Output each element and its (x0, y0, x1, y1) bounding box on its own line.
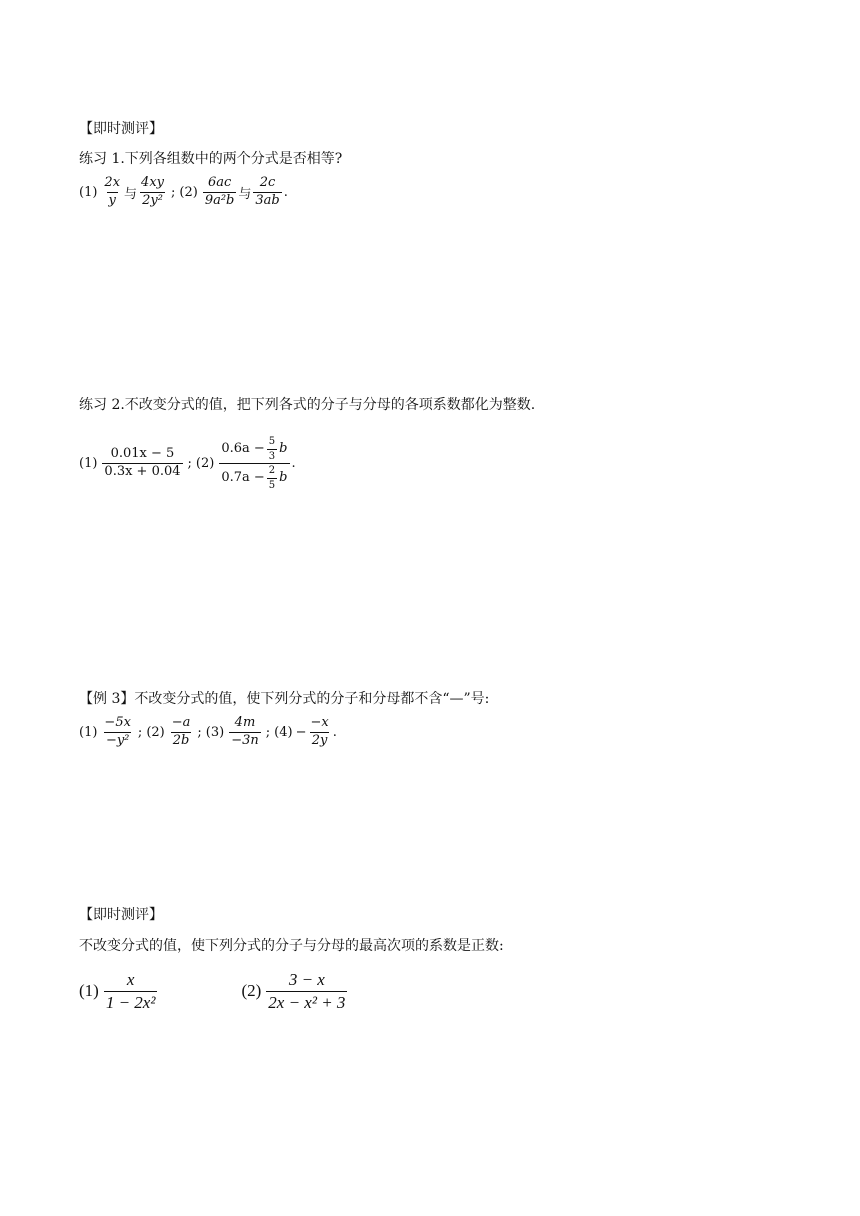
denominator: 1 − 2x² (105, 992, 156, 1012)
numerator: x (126, 970, 135, 989)
fraction (253, 176, 281, 209)
denominator: y (108, 192, 116, 208)
inner-denominator: 3 (268, 450, 276, 462)
fraction (229, 716, 261, 749)
fraction (139, 176, 166, 209)
fraction (104, 970, 158, 1012)
numerator: −a (171, 715, 191, 730)
part-label: (1) (79, 724, 98, 740)
denominator: 2y (311, 732, 328, 748)
fraction (266, 970, 347, 1012)
numerator: 2c (259, 175, 276, 190)
denominator-prefix: 0.7a − (221, 469, 265, 485)
example-3-math (79, 716, 337, 749)
part-label: (1) (79, 184, 98, 200)
separator: ; (197, 724, 202, 740)
numerator: 2x (104, 175, 121, 190)
numerator: −5x (104, 715, 131, 730)
separator: ; (137, 724, 143, 740)
numerator-prefix: 0.6a − (221, 440, 265, 456)
example-3-title: 【例 3】不改变分式的值，使下列分式的分子和分母都不含“—”号: (79, 691, 490, 707)
part-label: (2) (179, 184, 198, 200)
exercise-1-title: 练习 1.下列各组数中的两个分式是否相等? (79, 151, 343, 167)
denominator: 3ab (255, 192, 280, 208)
part-label: (2) (241, 981, 262, 1001)
inner-numerator: 5 (268, 436, 276, 447)
part-label: (1) (79, 456, 98, 471)
period: . (291, 456, 296, 471)
separator: ; (187, 456, 192, 471)
numerator: 6ac (207, 175, 232, 190)
conjunction: 与 (124, 186, 138, 202)
exercise-4-math (79, 970, 349, 1012)
numerator: 4m (234, 715, 256, 730)
fraction (102, 716, 133, 749)
part-label: (3) (205, 724, 225, 740)
inner-fraction (267, 465, 277, 491)
part-label: (2) (146, 724, 165, 740)
exercise-2-math (79, 436, 296, 491)
part-label: (1) (79, 981, 99, 1001)
inner-numerator: 2 (268, 465, 276, 476)
section-heading-2: 【即时测评】 (79, 907, 163, 923)
section-heading-1: 【即时测评】 (79, 121, 163, 137)
denominator: 2x − x² + 3 (268, 992, 346, 1012)
numerator: −x (310, 715, 329, 730)
fraction (102, 176, 122, 209)
separator: ; (171, 184, 176, 200)
numerator: 0.01x − 5 (110, 446, 175, 462)
fraction (102, 447, 182, 480)
inner-denominator: 5 (268, 479, 276, 491)
exercise-1-math (79, 176, 288, 209)
denominator: 2y² (142, 192, 163, 208)
conjunction: 与 (238, 186, 252, 202)
denominator: 2b (172, 732, 190, 748)
denominator-suffix: b (279, 469, 288, 485)
separator: ; (265, 724, 271, 740)
fraction (203, 176, 237, 209)
denominator: −y² (105, 732, 130, 748)
part-label: (4) (274, 724, 293, 740)
exercise-2-title: 练习 2.不改变分式的值，把下列各式的分子与分母的各项系数都化为整数. (79, 397, 536, 413)
denominator (219, 463, 289, 491)
fraction (308, 716, 330, 749)
period: . (283, 184, 288, 200)
part-label: (2) (195, 456, 215, 471)
complex-fraction (219, 436, 289, 491)
exercise-4-title: 不改变分式的值，使下列分式的分子与分母的最高次项的系数是正数: (79, 938, 504, 954)
numerator: 4xy (141, 175, 164, 190)
inner-fraction (267, 436, 277, 462)
numerator: 3 − x (288, 970, 325, 989)
numerator (219, 436, 289, 463)
numerator-suffix: b (279, 440, 288, 456)
minus-sign: − (295, 724, 307, 740)
period: . (332, 724, 337, 740)
denominator: −3n (231, 732, 259, 748)
denominator: 0.3x + 0.04 (104, 464, 181, 479)
fraction (170, 716, 193, 749)
denominator: 9a²b (204, 192, 235, 208)
